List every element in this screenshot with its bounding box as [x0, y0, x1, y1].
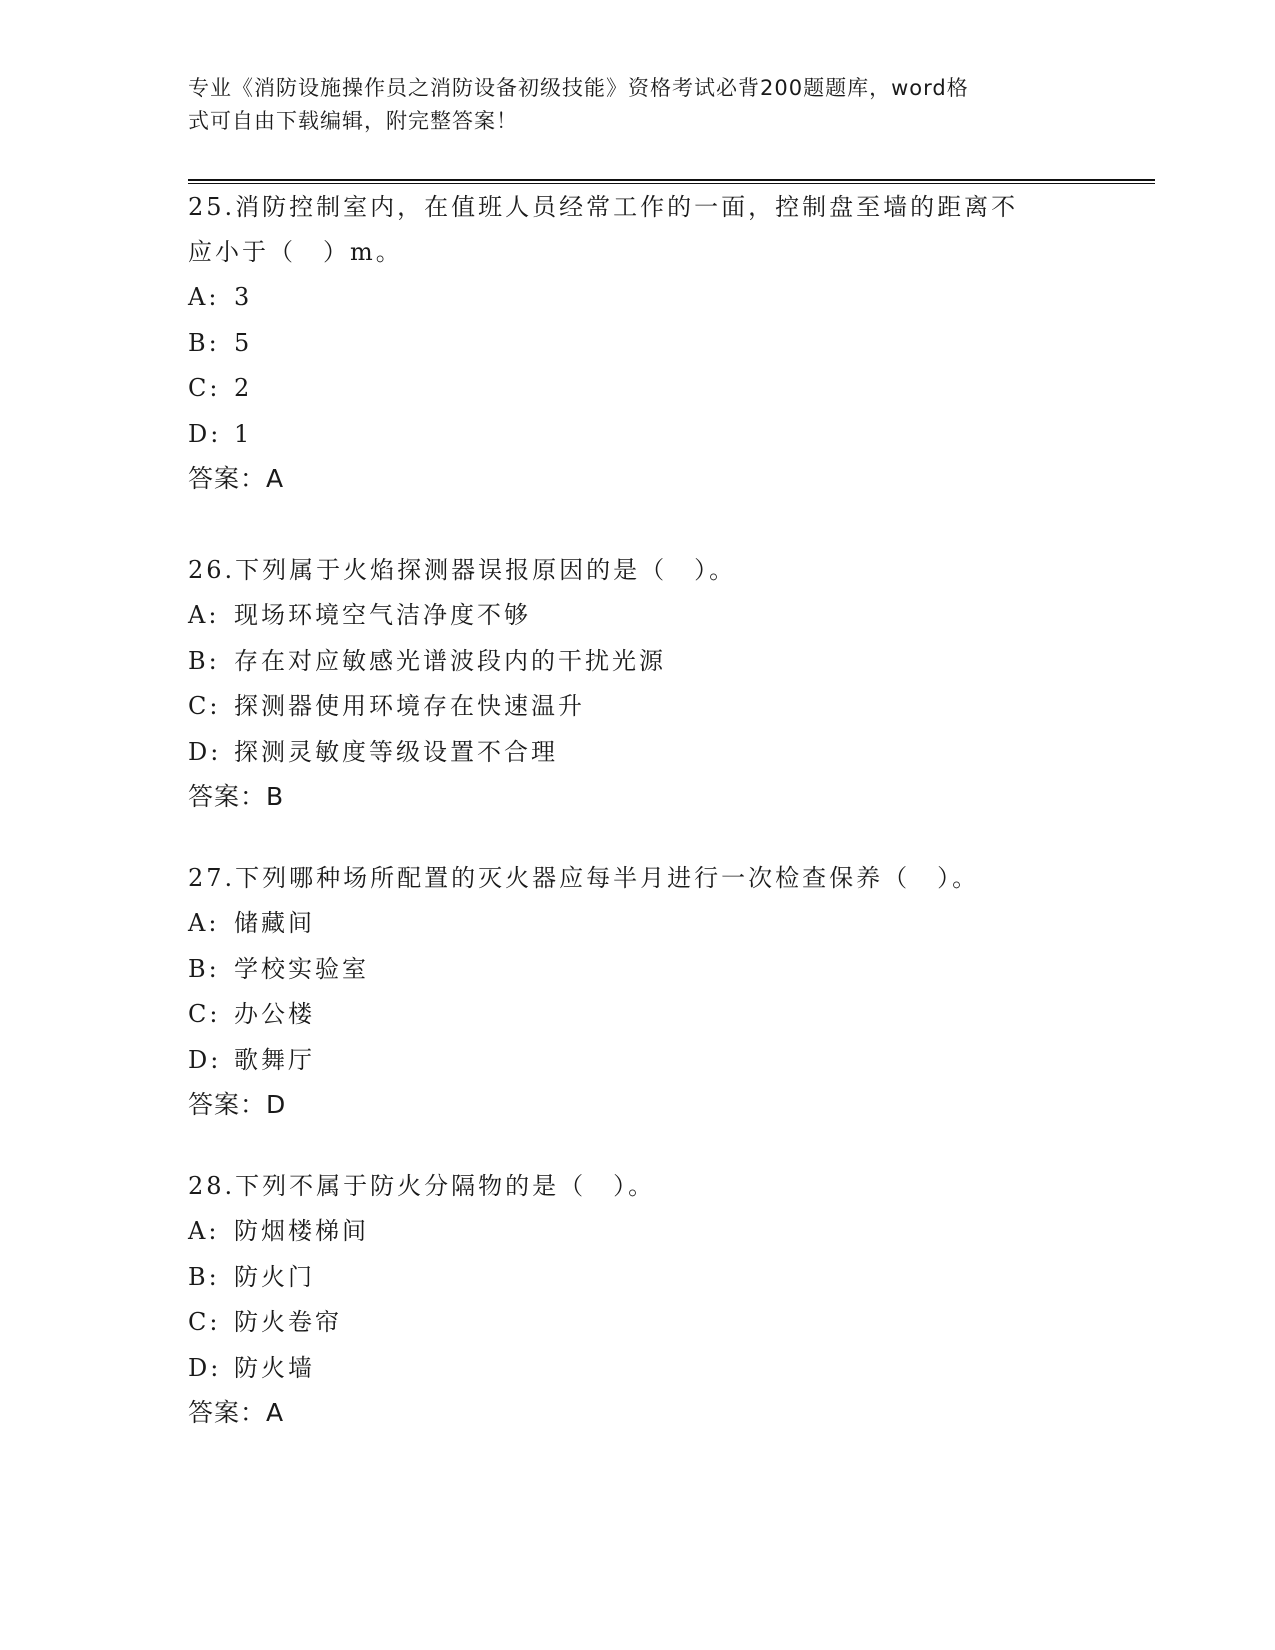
option-a	[188, 1209, 1088, 1255]
option-text: 储藏间	[234, 909, 315, 937]
question-26	[188, 548, 1088, 819]
option-b	[188, 947, 1088, 993]
option-c	[188, 992, 1088, 1038]
option-text: 5	[234, 328, 253, 357]
option-key: C:	[188, 374, 221, 402]
option-b	[188, 321, 1088, 367]
option-key: C:	[188, 1000, 221, 1028]
question-stem: 25.消防控制室内，在值班人员经常工作的一面，控制盘至墙的距离不	[188, 193, 1019, 221]
option-text: 学校实验室	[234, 954, 369, 983]
option-text: 防火卷帘	[234, 1308, 342, 1336]
option-key: A:	[188, 909, 220, 937]
question-28	[188, 1164, 1088, 1435]
option-text: 2	[234, 374, 253, 402]
option-key: B:	[188, 328, 220, 357]
question-stem: 27.下列哪种场所配置的灭火器应每半月进行一次检查保养（ ）。	[188, 864, 980, 892]
question-stem-continued: 应小于（ ）m。	[188, 238, 403, 266]
option-key: D:	[188, 419, 222, 448]
option-d	[188, 1346, 1088, 1392]
option-text: 防火墙	[234, 1353, 315, 1382]
option-text: 1	[234, 419, 253, 448]
option-text: 防烟楼梯间	[234, 1217, 369, 1245]
question-stem: 26.下列属于火焰探测器误报原因的是（ ）。	[188, 556, 737, 584]
option-text: 存在对应敏感光谱波段内的干扰光源	[234, 646, 666, 675]
option-text: 办公楼	[234, 1000, 315, 1028]
option-key: D:	[188, 1353, 222, 1382]
answer-label: 答案：A	[188, 1398, 285, 1427]
option-a	[188, 901, 1088, 947]
answer-label: 答案：A	[188, 464, 285, 493]
document-header	[188, 72, 1068, 138]
option-text: 探测器使用环境存在快速温升	[234, 692, 585, 720]
option-key: B:	[188, 954, 220, 983]
option-text: 防火门	[234, 1262, 315, 1291]
option-b	[188, 639, 1088, 685]
option-text: 歌舞厅	[234, 1045, 315, 1074]
question-stem: 28.下列不属于防火分隔物的是（ ）。	[188, 1172, 656, 1200]
question-25	[188, 185, 1088, 501]
option-key: D:	[188, 1045, 222, 1074]
option-key: A:	[188, 283, 220, 311]
option-a	[188, 593, 1088, 639]
header-divider	[188, 179, 1155, 184]
option-key: B:	[188, 1262, 220, 1291]
option-c	[188, 684, 1088, 730]
option-key: C:	[188, 1308, 221, 1336]
option-key: B:	[188, 646, 220, 675]
option-text: 3	[234, 283, 253, 311]
option-c	[188, 366, 1088, 412]
answer-label: 答案：B	[188, 782, 285, 811]
option-key: A:	[188, 601, 220, 629]
option-a	[188, 275, 1088, 321]
option-b	[188, 1255, 1088, 1301]
question-27	[188, 856, 1088, 1127]
option-c	[188, 1300, 1088, 1346]
option-key: C:	[188, 692, 221, 720]
option-d	[188, 730, 1088, 776]
option-key: A:	[188, 1217, 220, 1245]
option-d	[188, 1038, 1088, 1084]
option-text: 现场环境空气洁净度不够	[234, 601, 531, 629]
option-key: D:	[188, 737, 222, 766]
option-d	[188, 412, 1088, 458]
header-line-2: 式可自由下载编辑，附完整答案！	[188, 109, 518, 133]
answer-label: 答案：D	[188, 1090, 287, 1119]
option-text: 探测灵敏度等级设置不合理	[234, 737, 558, 766]
header-line-1: 专业《消防设施操作员之消防设备初级技能》资格考试必背200题题库，word格	[188, 76, 969, 100]
